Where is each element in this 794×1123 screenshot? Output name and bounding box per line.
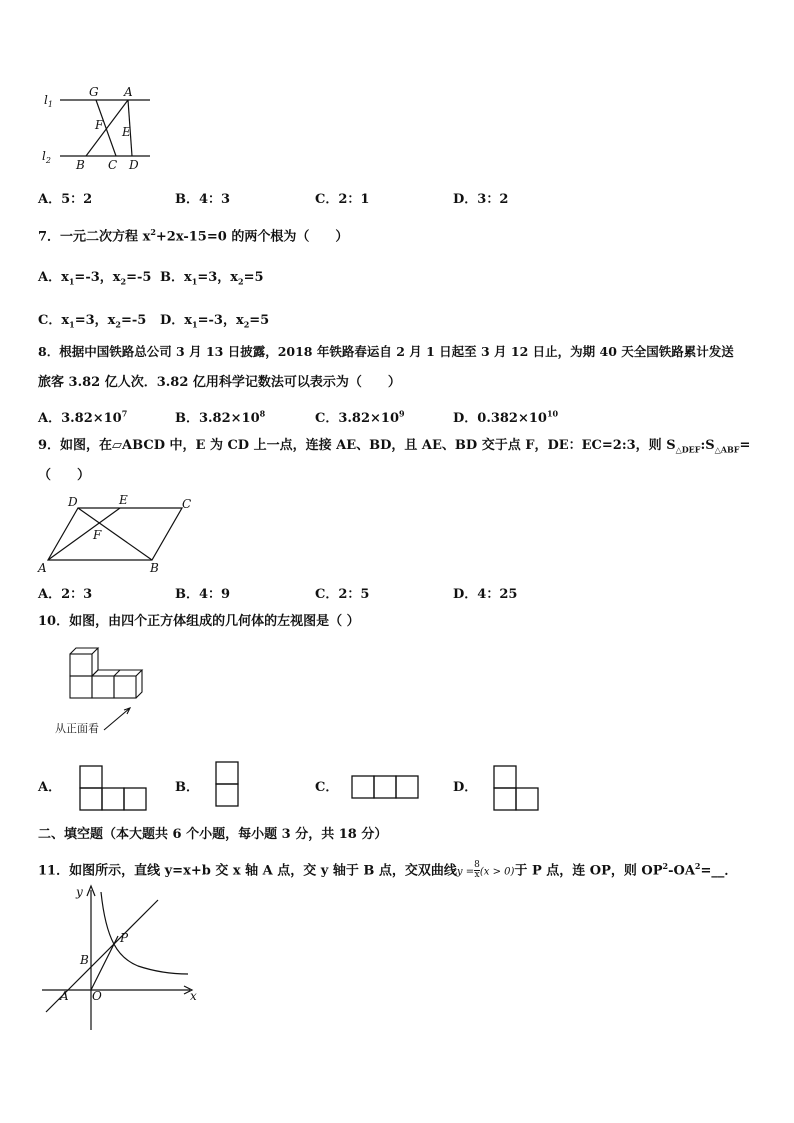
q9-stem-line1: 9．如图，在▱ABCD 中，E 为 CD 上一点，连接 AE、BD，且 AE、BD 交于点 F，DE：EC=2:3，则 $S_{\triangle DEF}:S_{\triangle ABF}=$	[38, 438, 751, 455]
q6-option-a[interactable]: A．5：2	[38, 192, 93, 207]
q8-option-a[interactable]: A．$3.82\times 10^7$	[38, 408, 128, 426]
q9-label-B: B	[150, 561, 159, 575]
q10-option-b[interactable]: B．	[175, 780, 199, 795]
q10-option-c-view	[350, 774, 422, 802]
q6-label-E: E	[122, 125, 131, 139]
q6-label-l1: $l_1$	[44, 93, 53, 109]
q6-label-F: F	[95, 118, 104, 132]
q9-option-c[interactable]: C．2：5	[315, 587, 370, 602]
q9-label-A: A	[38, 561, 47, 575]
q6-label-G: G	[89, 85, 99, 99]
q10-option-b-view	[214, 760, 242, 808]
q11-label-y: y	[76, 885, 83, 899]
q9-label-C: C	[182, 497, 192, 511]
q8-option-d[interactable]: D．$0.382\times 10^{10}$	[453, 408, 559, 426]
q6-label-B: B	[76, 158, 85, 172]
q8-stem-line1: 8．根据中国铁路总公司 3 月 13 日披露，2018 年铁路春运自 2 月 1 日起至 3 月 12 日止，为期 40 天全国铁路累计发送	[38, 344, 734, 359]
q9-option-d[interactable]: D．4：25	[453, 587, 518, 602]
section-2-title: 二、填空题（本大题共 6 个小题，每小题 3 分，共 18 分）	[38, 827, 388, 842]
q11-stem: 11．如图所示，直线 y=x+b 交 x 轴 A 点，交 y 轴于 B 点，交双曲线y = $\frac{8}{x}$ (x > 0)于 P 点，连 OP，则 $OP^2-OA^2=\_\_$．	[38, 860, 738, 881]
q7-option-a[interactable]: A．$x_1=-3$，$x_2=-5$	[38, 270, 152, 287]
q11-label-A: A	[60, 989, 69, 1003]
q9-option-b[interactable]: B．4：9	[175, 587, 231, 602]
q8-option-b[interactable]: B．$3.82\times 10^8$	[175, 408, 266, 426]
q10-caption: 从正面看	[55, 722, 99, 735]
q9-figure	[36, 494, 196, 574]
q8-stem-line2: 旅客 3.82 亿人次．3.82 亿用科学记数法可以表示为（ ）	[38, 375, 401, 390]
q9-label-E: E	[119, 493, 128, 507]
q11-label-x: x	[190, 989, 197, 1003]
q7-stem: 7．一元二次方程 $x^2+2x-15=0$ 的两个根为（ ）	[38, 227, 349, 245]
q7-option-b[interactable]: B．$x_1=3$，$x_2=5$	[160, 270, 264, 287]
q10-option-d-view	[492, 764, 544, 812]
q11-fraction: $\frac{8}{x}$	[474, 860, 480, 881]
q7-option-d[interactable]: D．$x_1=-3$，$x_2=5$	[160, 313, 270, 330]
q10-option-d[interactable]: D．	[453, 780, 478, 795]
q6-figure	[38, 82, 158, 174]
q6-label-A: A	[124, 85, 133, 99]
q10-stem: 10．如图，由四个正方体组成的几何体的左视图是（ ）	[38, 614, 360, 629]
q6-label-C: C	[108, 158, 118, 172]
q11-label-O: O	[92, 989, 102, 1003]
q10-option-a[interactable]: A．	[38, 780, 62, 795]
q6-label-D: D	[129, 158, 139, 172]
q11-label-B: B	[80, 953, 89, 967]
q9-option-a[interactable]: A．2：3	[38, 587, 93, 602]
q8-option-c[interactable]: C．$3.82\times 10^9$	[315, 408, 405, 426]
q9-stem-line2: （ ）	[38, 468, 91, 483]
q6-option-b[interactable]: B．4：3	[175, 192, 231, 207]
q9-label-F: F	[93, 528, 102, 542]
q10-option-a-view	[78, 764, 150, 812]
q11-label-P: P	[120, 931, 129, 945]
q11-graph	[38, 880, 208, 1032]
q6-label-l2: $l_2$	[42, 149, 51, 165]
q9-label-D: D	[68, 495, 78, 509]
q7-option-c[interactable]: C．$x_1=3$，$x_2=-5$	[38, 313, 147, 330]
q6-option-c[interactable]: C．2：1	[315, 192, 370, 207]
q10-option-c[interactable]: C．	[315, 780, 339, 795]
q6-option-d[interactable]: D．3：2	[453, 192, 509, 207]
